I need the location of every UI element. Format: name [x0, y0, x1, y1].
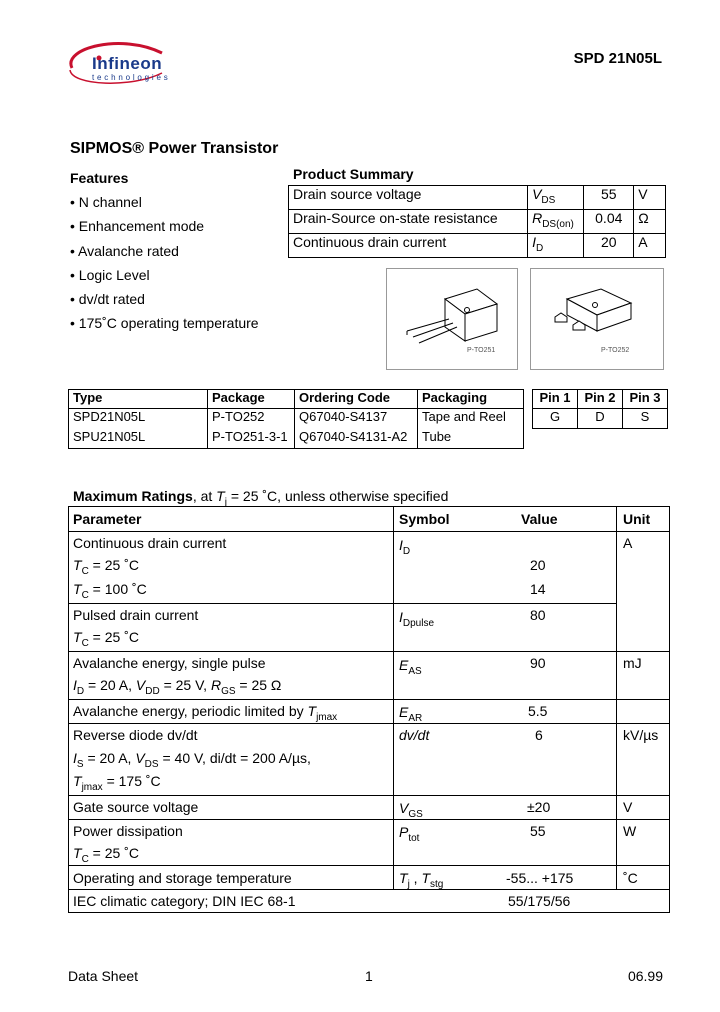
- table-row: [69, 429, 524, 449]
- table-cell: Tube: [418, 429, 524, 449]
- table-cell: S: [623, 409, 668, 429]
- table-row: [69, 409, 524, 429]
- package-drawing-p-to251: [386, 268, 518, 370]
- param-label: Gate source voltage: [73, 799, 199, 815]
- param-condition: $T_C = 25$ ˚C: [73, 557, 139, 577]
- param-value: 14: [530, 581, 546, 597]
- page-number: 1: [365, 968, 373, 984]
- param-label: Pulsed drain current: [73, 607, 199, 623]
- ratings-table: [68, 506, 670, 913]
- param-symbol: $V_{GS}$: [399, 800, 423, 820]
- param-symbol: $E_{AS}$: [399, 657, 422, 677]
- package-label-p-to251: P-TO251: [467, 347, 496, 354]
- summary-value: 20: [584, 234, 634, 258]
- param-unit: kV/µs: [623, 727, 659, 743]
- page-title: SIPMOS® Power Transistor: [70, 140, 279, 157]
- package-label-p-to252: P-TO252: [601, 347, 630, 354]
- param-label: IEC climatic category; DIN IEC 68-1: [73, 893, 296, 909]
- table-cell: SPU21N05L: [69, 429, 208, 449]
- param-condition: $T_C = 25$ ˚C: [73, 629, 139, 649]
- param-label: Continuous drain current: [73, 535, 227, 551]
- column-header: Ordering Code: [295, 390, 418, 409]
- logo-subtitle: technologies: [92, 73, 171, 82]
- column-header: Pin 2: [578, 390, 623, 409]
- summary-unit: A: [634, 234, 666, 258]
- param-symbol: $E_{AR}$: [399, 704, 423, 724]
- param-unit: W: [623, 823, 637, 839]
- param-value: ±20: [527, 799, 551, 815]
- table-cell: G: [533, 409, 578, 429]
- summary-unit: Ω: [634, 210, 666, 234]
- feature-item: • Logic Level: [70, 267, 150, 283]
- param-condition: $I_D = 20$ A, $V_{DD} = 25$ V, $R_{GS} = 25$ Ω: [73, 677, 282, 697]
- param-symbol: $I_{Dpulse}$: [399, 609, 435, 629]
- summary-unit: V: [634, 186, 666, 210]
- column-header: Packaging: [418, 390, 524, 409]
- param-condition: $T_C = 100$ ˚C: [73, 581, 147, 601]
- logo-name: Infineon: [92, 54, 163, 73]
- param-value: 6: [535, 727, 543, 743]
- param-symbol: $P_{tot}$: [399, 824, 420, 844]
- column-header: Unit: [623, 511, 651, 527]
- summary-value: 0.04: [584, 210, 634, 234]
- param-condition: $I_S = 20$ A, $V_{DS} = 40$ V, di/dt = 200 A/µs,: [73, 750, 311, 770]
- param-label: Operating and storage temperature: [73, 870, 292, 886]
- param-unit: mJ: [623, 655, 642, 671]
- summary-label: Drain-Source on-state resistance: [289, 210, 528, 234]
- footer-left: Data Sheet: [68, 968, 139, 984]
- param-label: Avalanche energy, periodic limited by $T_{jmax}$: [73, 703, 338, 723]
- pin-table: [532, 389, 668, 429]
- table-cell: Q67040-S4131-A2: [295, 429, 418, 449]
- column-header: Value: [521, 511, 558, 527]
- column-header: Type: [69, 390, 208, 409]
- summary-row: [289, 234, 666, 258]
- param-unit: A: [623, 535, 633, 551]
- param-condition: $T_{jmax} = 175$ ˚C: [73, 773, 161, 793]
- package-drawing-p-to252: [530, 268, 664, 370]
- column-header: Package: [208, 390, 295, 409]
- table-cell: P-TO252: [208, 409, 295, 429]
- feature-item: • 175˚C operating temperature: [70, 315, 259, 331]
- table-cell: Q67040-S4137: [295, 409, 418, 429]
- table-cell: D: [578, 409, 623, 429]
- summary-value: 55: [584, 186, 634, 210]
- summary-symbol: $I_D$: [528, 234, 584, 258]
- param-label: Reverse diode dv/dt: [73, 727, 198, 743]
- table-cell: P-TO251-3-1: [208, 429, 295, 449]
- table-row: [533, 409, 668, 429]
- param-condition: $T_C = 25$ ˚C: [73, 845, 139, 865]
- summary-row: [289, 186, 666, 210]
- feature-item: • dv/dt rated: [70, 291, 145, 307]
- param-unit: ˚C: [623, 870, 638, 886]
- summary-label: Continuous drain current: [289, 234, 528, 258]
- param-value: 5.5: [528, 703, 548, 719]
- summary-symbol: $V_{DS}$: [528, 186, 584, 210]
- feature-item: • Avalanche rated: [70, 243, 179, 259]
- param-label: Avalanche energy, single pulse: [73, 655, 266, 671]
- summary-symbol: $R_{DS(on)}$: [528, 210, 584, 234]
- column-header: Parameter: [73, 511, 142, 527]
- table-header-row: [69, 390, 524, 409]
- param-value: 90: [530, 655, 546, 671]
- footer-date: 06.99: [627, 968, 663, 984]
- param-symbol: $I_D$: [399, 537, 411, 557]
- table-cell: SPD21N05L: [69, 409, 208, 429]
- param-value: -55... +175: [506, 870, 574, 886]
- param-symbol: dv/dt: [399, 727, 430, 743]
- param-label: Power dissipation: [73, 823, 183, 839]
- param-value: 20: [530, 557, 546, 573]
- column-header: Pin 1: [533, 390, 578, 409]
- table-header-row: [533, 390, 668, 409]
- summary-table: [288, 185, 666, 258]
- column-header: Pin 3: [623, 390, 668, 409]
- table-cell: Tape and Reel: [418, 409, 524, 429]
- param-value: 55/175/56: [508, 893, 571, 909]
- features-heading: Features: [70, 170, 129, 186]
- column-header: Symbol: [399, 511, 450, 527]
- ratings-heading: Maximum Ratings, at $T_j = 25$ ˚C, unless otherwise specified: [73, 488, 449, 508]
- summary-label: Drain source voltage: [289, 186, 528, 210]
- feature-item: • N channel: [70, 194, 142, 210]
- company-logo: [62, 38, 172, 88]
- type-table: [68, 389, 524, 449]
- param-symbol: $T_j$ , $T_{stg}$: [399, 870, 444, 890]
- param-unit: V: [623, 799, 633, 815]
- summary-row: [289, 210, 666, 234]
- param-value: 55: [530, 823, 546, 839]
- part-number: SPD 21N05L: [573, 50, 662, 67]
- feature-item: • Enhancement mode: [70, 218, 205, 234]
- param-value: 80: [530, 607, 546, 623]
- summary-heading: Product Summary: [293, 166, 414, 182]
